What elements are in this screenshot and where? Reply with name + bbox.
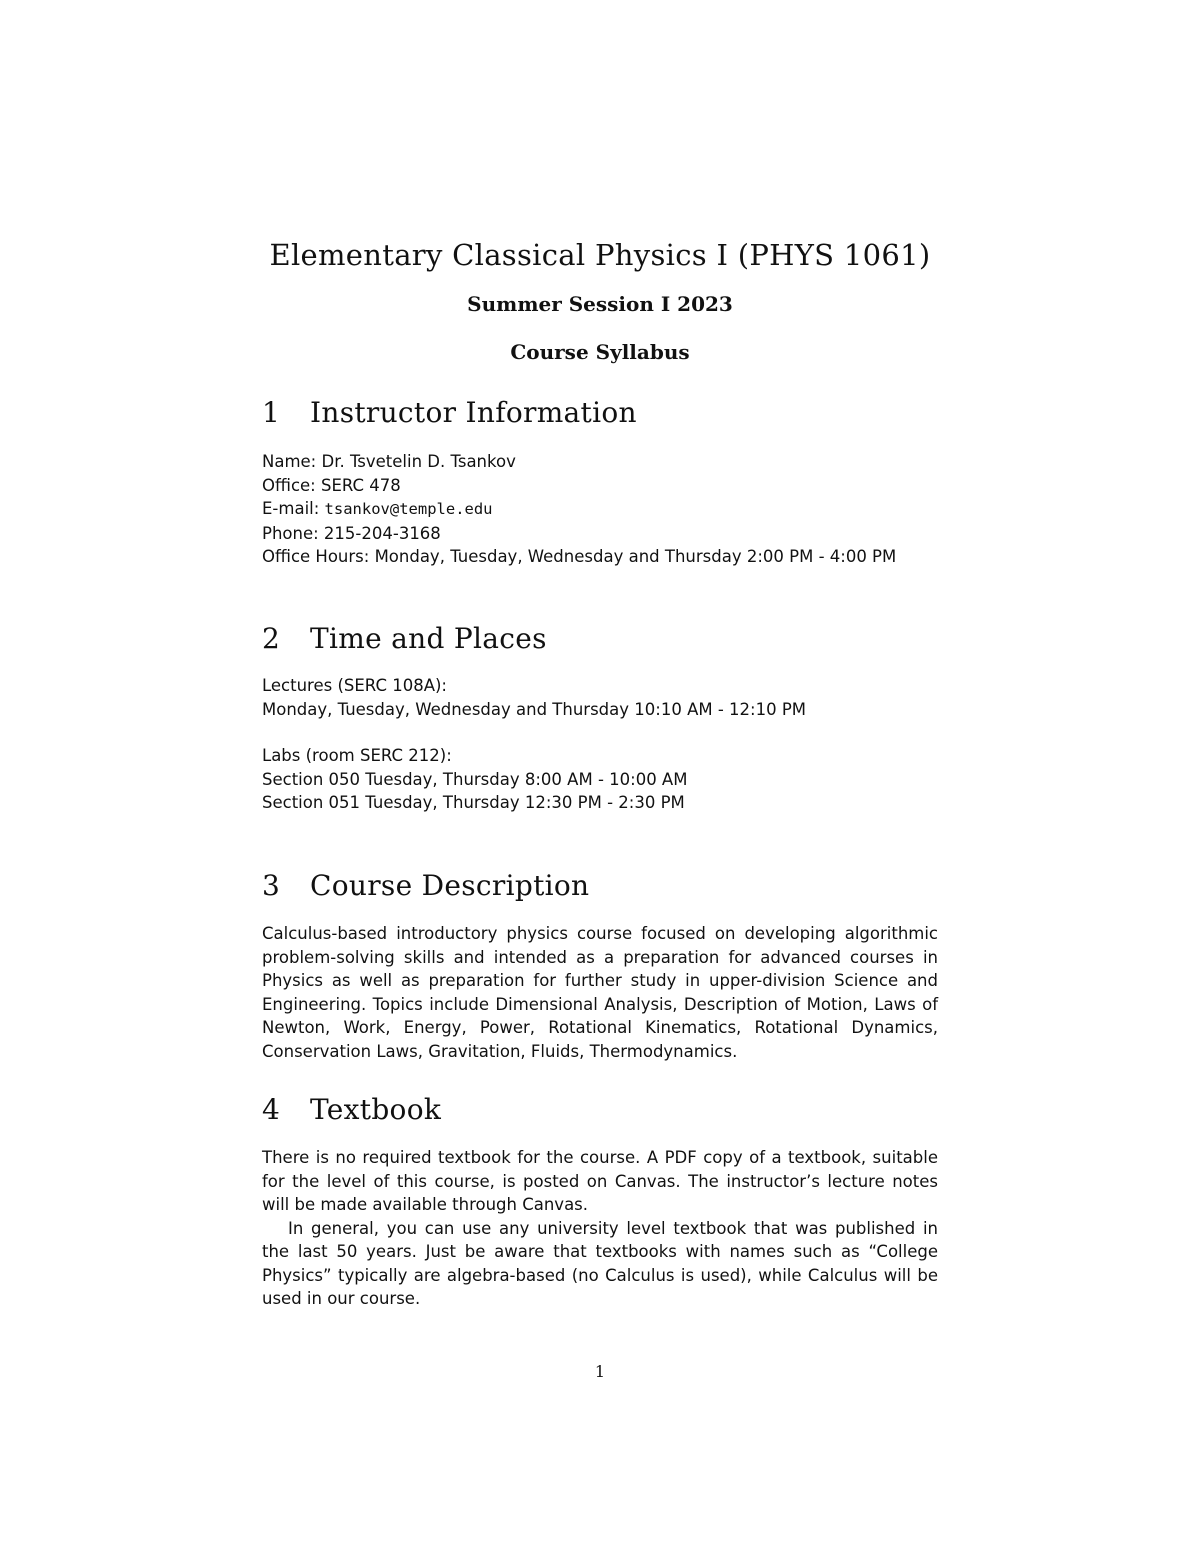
office-hours-line <box>262 545 938 569</box>
lab-section-051: Section 051 Tuesday, Thursday 12:30 PM - 2:30 PM <box>262 793 685 812</box>
textbook-paragraph-2: In general, you can use any university level textbook that was published in the last 50 years. Just be aware that textbooks with names such as “College Physics” typically are algebra-based (no Calculus is used), while Calculus will be used in our course. <box>262 1218 938 1308</box>
section-heading-description <box>262 869 589 902</box>
course-description-block <box>262 922 938 1063</box>
name-label: Name: <box>262 452 322 471</box>
lectures-schedule: Monday, Tuesday, Wednesday and Thursday 10:10 AM - 12:10 PM <box>262 699 807 719</box>
textbook-paragraph-1: There is no required textbook for the course. A PDF copy of a textbook, suitable for the level of this course, is posted on Canvas. The instructor’s lecture notes will be made available through Canvas. <box>262 1148 938 1214</box>
instructor-email-line <box>262 497 938 522</box>
doc-type-subtitle: Course Syllabus <box>510 340 690 364</box>
section-title: Instructor Information <box>310 396 637 429</box>
section-heading-instructor <box>262 396 637 429</box>
section-number: 4 <box>262 1093 281 1126</box>
document-title: Elementary Classical Physics I (PHYS 1061) <box>269 238 931 272</box>
instructor-office: SERC 478 <box>320 475 401 495</box>
session-subtitle: Summer Session I 2023 <box>467 292 733 316</box>
page-number: 1 <box>594 1362 606 1381</box>
instructor-name: Dr. Tsvetelin D. Tsankov <box>321 452 516 471</box>
office-hours-label: Office Hours: <box>262 547 375 566</box>
instructor-name-line <box>262 450 938 474</box>
office-label: Office: <box>262 475 321 495</box>
lab-section-050: Section 050 Tuesday, Thursday 8:00 AM - 10:00 AM <box>262 769 688 789</box>
instructor-office-line <box>262 474 938 498</box>
section-number: 1 <box>262 396 281 429</box>
lectures-block <box>262 674 938 721</box>
textbook-block <box>262 1146 938 1311</box>
email-label: E-mail: <box>262 499 325 518</box>
labs-block <box>262 744 938 815</box>
instructor-phone: 215-204-3168 <box>323 523 441 543</box>
section-number: 2 <box>262 622 281 655</box>
section-title: Textbook <box>310 1093 442 1126</box>
section-title: Course Description <box>310 869 590 902</box>
section-heading-time-places <box>262 622 547 655</box>
instructor-email[interactable]: tsankov@temple.edu <box>324 500 493 518</box>
instructor-phone-line <box>262 522 938 546</box>
section-title: Time and Places <box>310 622 547 655</box>
office-hours-value: Monday, Tuesday, Wednesday and Thursday 2:00 PM - 4:00 PM <box>374 547 897 566</box>
labs-label: Labs (room SERC 212): <box>262 746 452 765</box>
phone-label: Phone: <box>262 523 324 543</box>
instructor-info-block <box>262 450 938 569</box>
section-number: 3 <box>262 869 281 902</box>
section-heading-textbook <box>262 1093 441 1126</box>
course-description-text: Calculus-based introductory physics course focused on developing algorithmic problem-solving skills and intended as a preparation for advanced courses in Physics as well as preparation for further study in upper-division Science and Engineering. Topics include Dimensional Analysis, Description of Motion, Laws of Newton, Work, Energy, Power, Rotational Kinematics, Rotational Dynamics, Conservation Laws, Gravitation, Fluids, Thermodynamics. <box>262 924 938 1061</box>
lectures-label: Lectures (SERC 108A): <box>262 676 447 695</box>
